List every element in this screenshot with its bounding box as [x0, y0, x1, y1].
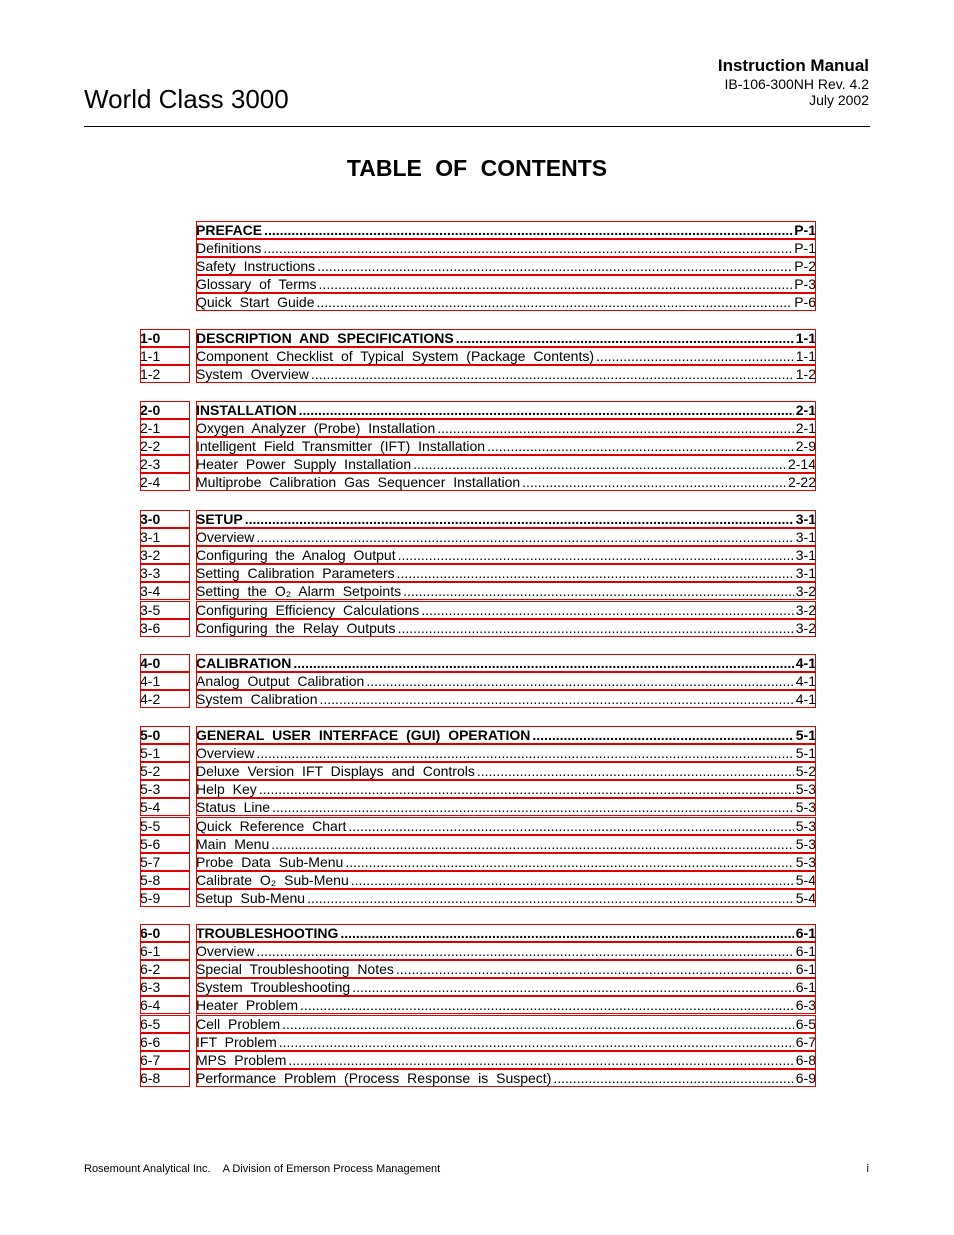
dot-leader	[366, 672, 793, 690]
toc-entry[interactable]	[140, 1015, 816, 1033]
toc-section[interactable]	[140, 221, 816, 239]
toc-entry[interactable]	[140, 257, 816, 275]
toc-label: Intelligent Field Transmitter (IFT) Installation	[196, 438, 486, 455]
toc-entry[interactable]	[140, 835, 816, 853]
toc-section[interactable]	[140, 924, 816, 942]
toc-page: 5-4	[795, 889, 816, 906]
toc-entry[interactable]	[140, 528, 816, 546]
toc-link[interactable]	[196, 996, 816, 1014]
dot-leader	[477, 762, 794, 780]
toc-link[interactable]	[196, 1051, 816, 1069]
toc-link[interactable]	[196, 275, 816, 293]
toc-link[interactable]	[196, 347, 816, 365]
toc-page: 4-1	[795, 691, 816, 708]
toc-page: 5-3	[795, 853, 816, 870]
toc-number[interactable]	[140, 239, 190, 257]
toc-page: 4-1	[795, 673, 816, 690]
toc-link[interactable]	[196, 1015, 816, 1033]
toc-entry[interactable]	[140, 942, 816, 960]
toc-label: Main Menu	[196, 835, 270, 852]
toc-label: Special Troubleshooting Notes	[196, 961, 394, 978]
toc-entry[interactable]	[140, 798, 816, 816]
toc-link[interactable]	[196, 924, 816, 942]
toc-entry[interactable]	[140, 619, 816, 637]
dot-leader	[317, 257, 792, 275]
toc-entry[interactable]	[140, 978, 816, 996]
dot-leader	[437, 419, 794, 437]
toc-label: CALIBRATION	[196, 655, 292, 671]
toc-entry[interactable]	[140, 889, 816, 907]
dot-leader	[282, 1015, 794, 1033]
toc-entry[interactable]	[140, 365, 816, 383]
toc-page: 3-2	[795, 583, 816, 600]
toc-label: Performance Problem (Process Response is Suspect)	[196, 1069, 552, 1086]
toc-link[interactable]	[196, 871, 816, 889]
toc-page: 5-3	[795, 781, 816, 798]
toc-entry[interactable]	[140, 780, 816, 798]
toc-entry[interactable]	[140, 564, 816, 582]
toc-number[interactable]	[140, 257, 190, 275]
toc-link[interactable]	[196, 690, 816, 708]
toc-entry[interactable]	[140, 239, 816, 257]
toc-page: 6-9	[795, 1069, 816, 1086]
page-number: i	[866, 1163, 869, 1175]
dot-leader	[300, 996, 794, 1014]
toc-link[interactable]	[196, 889, 816, 907]
toc-label: Status Line	[196, 799, 271, 816]
doc-number: IB-106-300NH Rev. 4.2	[724, 76, 869, 92]
toc-number[interactable]: 5-5	[140, 817, 190, 835]
toc-number[interactable]: 4-2	[140, 690, 190, 708]
footer-company: Rosemount Analytical Inc.	[84, 1163, 211, 1175]
toc-label: Overview	[196, 745, 255, 762]
toc-number[interactable]: 1-0	[140, 329, 190, 347]
toc-entry[interactable]	[140, 1069, 816, 1087]
toc-number[interactable]: 4-1	[140, 672, 190, 690]
toc-page: 6-1	[795, 943, 816, 960]
toc-number[interactable]: 2-2	[140, 437, 190, 455]
toc-entry[interactable]	[140, 275, 816, 293]
dot-leader	[352, 978, 794, 996]
dot-leader	[320, 690, 794, 708]
toc-page: 5-3	[795, 799, 816, 816]
toc-page: 5-1	[795, 745, 816, 762]
toc-label: SETUP	[196, 511, 243, 527]
dot-leader	[397, 564, 794, 582]
dot-leader	[351, 871, 794, 889]
toc-link[interactable]	[196, 817, 816, 835]
toc-number[interactable]: 6-2	[140, 960, 190, 978]
toc-link[interactable]	[196, 762, 816, 780]
toc-number[interactable]: 3-6	[140, 619, 190, 637]
toc-number[interactable]: 3-2	[140, 546, 190, 564]
toc-page: 2-1	[795, 402, 816, 418]
dot-leader	[272, 798, 794, 816]
toc-link[interactable]	[196, 726, 816, 744]
toc-entry[interactable]	[140, 455, 816, 473]
toc-page: 1-1	[795, 330, 816, 346]
dot-leader	[398, 546, 794, 564]
toc-page: 5-3	[795, 835, 816, 852]
toc-link[interactable]	[196, 960, 816, 978]
dot-leader	[279, 1033, 794, 1051]
toc-label: Heater Problem	[196, 997, 299, 1014]
toc-link[interactable]	[196, 582, 816, 600]
toc-page: P-3	[794, 276, 816, 293]
toc-page: 6-1	[795, 961, 816, 978]
toc-link[interactable]	[196, 401, 816, 419]
toc-number[interactable]: 1-2	[140, 365, 190, 383]
toc-entry[interactable]	[140, 419, 816, 437]
toc-label: Cell Problem	[196, 1015, 281, 1032]
toc-label: Glossary of Terms	[196, 276, 317, 293]
toc-link[interactable]	[196, 601, 816, 619]
toc-link[interactable]	[196, 564, 816, 582]
toc-label: Definitions	[196, 240, 262, 257]
dot-leader	[596, 347, 794, 365]
dot-leader	[319, 275, 793, 293]
toc-page: 3-2	[795, 601, 816, 618]
toc-link[interactable]	[196, 1069, 816, 1087]
toc-number[interactable]: 3-4	[140, 582, 190, 600]
toc-label: System Calibration	[196, 691, 318, 708]
dot-leader	[293, 654, 793, 672]
footer	[84, 1163, 440, 1175]
toc-label: Deluxe Version IFT Displays and Controls	[196, 763, 475, 780]
dot-leader	[348, 817, 793, 835]
toc-link[interactable]	[196, 239, 816, 257]
toc-link[interactable]	[196, 329, 816, 347]
product-name: World Class 3000	[84, 84, 289, 114]
toc-page: 6-8	[795, 1051, 816, 1068]
toc-label: PREFACE	[196, 222, 263, 238]
dot-leader	[553, 1069, 793, 1087]
toc-section[interactable]	[140, 510, 816, 528]
toc-entry[interactable]	[140, 960, 816, 978]
toc-label: Configuring the Analog Output	[196, 547, 396, 564]
toc-page: 6-7	[795, 1033, 816, 1050]
dot-leader	[403, 582, 794, 600]
toc-page: 6-3	[795, 997, 816, 1014]
toc-label: Analog Output Calibration	[196, 673, 365, 690]
toc-label: Oxygen Analyzer (Probe) Installation	[196, 420, 436, 437]
toc-number[interactable]: 6-0	[140, 924, 190, 942]
toc-entry[interactable]	[140, 762, 816, 780]
toc-entry[interactable]	[140, 601, 816, 619]
toc-link[interactable]	[196, 835, 816, 853]
toc-entry[interactable]	[140, 690, 816, 708]
toc-page: 3-1	[795, 565, 816, 582]
toc-page: P-2	[794, 258, 816, 275]
toc-label: TROUBLESHOOTING	[196, 925, 339, 941]
toc-link[interactable]	[196, 293, 816, 311]
toc-label: DESCRIPTION AND SPECIFICATIONS	[196, 330, 454, 346]
toc-label: Quick Reference Chart	[196, 817, 347, 834]
toc-number[interactable]: 5-7	[140, 853, 190, 871]
toc-number[interactable]: 4-0	[140, 654, 190, 672]
toc-link[interactable]	[196, 654, 816, 672]
page-title: TABLE OF CONTENTS	[346, 155, 608, 181]
toc-number[interactable]: 5-9	[140, 889, 190, 907]
toc-label: System Troubleshooting	[196, 979, 351, 996]
toc-entry[interactable]	[140, 437, 816, 455]
dot-leader	[317, 293, 793, 311]
dot-leader	[311, 365, 794, 383]
toc-section[interactable]	[140, 401, 816, 419]
toc-link[interactable]	[196, 672, 816, 690]
toc-number[interactable]: 5-2	[140, 762, 190, 780]
dot-leader	[345, 853, 793, 871]
toc-link[interactable]	[196, 942, 816, 960]
toc-page: 2-22	[787, 474, 816, 491]
toc-number[interactable]: 2-3	[140, 455, 190, 473]
toc-page: 3-1	[795, 547, 816, 564]
toc-label: Heater Power Supply Installation	[196, 456, 412, 473]
toc-label: MPS Problem	[196, 1051, 287, 1068]
toc-label: Help Key	[196, 781, 257, 798]
toc-link[interactable]	[196, 221, 816, 239]
toc-section[interactable]	[140, 654, 816, 672]
toc-label: Calibrate O₂ Sub-Menu	[196, 871, 349, 888]
toc-link[interactable]	[196, 419, 816, 437]
dot-leader	[413, 455, 786, 473]
toc-number[interactable]: 1-1	[140, 347, 190, 365]
toc-page: 5-3	[795, 817, 816, 834]
dot-leader	[307, 889, 794, 907]
toc-page: 3-2	[795, 619, 816, 636]
dot-leader	[421, 601, 793, 619]
toc-number[interactable]: 3-3	[140, 564, 190, 582]
toc-number[interactable]: 2-1	[140, 419, 190, 437]
toc-number[interactable]: 5-6	[140, 835, 190, 853]
doc-date: July 2002	[809, 92, 869, 108]
toc-number[interactable]: 5-3	[140, 780, 190, 798]
toc-number[interactable]: 6-4	[140, 996, 190, 1014]
toc-page: 2-9	[795, 438, 816, 455]
toc-page: P-1	[794, 222, 816, 238]
toc-entry[interactable]	[140, 672, 816, 690]
toc-label: Probe Data Sub-Menu	[196, 853, 344, 870]
toc-link[interactable]	[196, 365, 816, 383]
toc-link[interactable]	[196, 619, 816, 637]
toc-label: Setting the O₂ Alarm Setpoints	[196, 583, 402, 600]
toc-label: Setup Sub-Menu	[196, 889, 306, 906]
toc-link[interactable]	[196, 798, 816, 816]
toc-link[interactable]	[196, 528, 816, 546]
dot-leader	[532, 726, 793, 744]
toc-number[interactable]: 6-3	[140, 978, 190, 996]
toc-page: P-1	[794, 240, 816, 257]
toc-section[interactable]	[140, 329, 816, 347]
toc-entry[interactable]	[140, 347, 816, 365]
doc-title: Instruction Manual	[717, 56, 869, 75]
toc-entry[interactable]	[140, 853, 816, 871]
dot-leader	[299, 401, 794, 419]
toc-entry[interactable]	[140, 293, 816, 311]
toc-label: IFT Problem	[196, 1033, 277, 1050]
toc-page: 5-1	[795, 727, 816, 743]
toc-link[interactable]	[196, 510, 816, 528]
toc-link[interactable]	[196, 978, 816, 996]
toc-page: 4-1	[795, 655, 816, 671]
toc-number[interactable]: 3-5	[140, 601, 190, 619]
toc-entry[interactable]	[140, 1033, 816, 1051]
toc-entry[interactable]	[140, 1051, 816, 1069]
toc-number[interactable]	[140, 221, 190, 239]
toc-number[interactable]: 3-1	[140, 528, 190, 546]
toc-label: Quick Start Guide	[196, 294, 315, 311]
toc-label: Configuring Efficiency Calculations	[196, 601, 420, 618]
dot-leader	[288, 1051, 793, 1069]
dot-leader	[256, 528, 793, 546]
toc-page: 6-1	[795, 925, 816, 941]
toc-link[interactable]	[196, 744, 816, 762]
toc-page: 3-1	[795, 529, 816, 546]
toc-label: Overview	[196, 943, 255, 960]
toc-label: System Overview	[196, 366, 309, 383]
dot-leader	[271, 835, 794, 853]
toc-link[interactable]	[196, 455, 816, 473]
toc-number[interactable]	[140, 293, 190, 311]
toc-label: GENERAL USER INTERFACE (GUI) OPERATION	[196, 727, 531, 743]
toc-link[interactable]	[196, 257, 816, 275]
dot-leader	[340, 924, 793, 942]
toc-page: 6-5	[795, 1015, 816, 1032]
dot-leader	[396, 960, 794, 978]
toc-number[interactable]: 5-4	[140, 798, 190, 816]
toc-entry[interactable]	[140, 871, 816, 889]
dot-leader	[245, 510, 794, 528]
footer-division: A Division of Emerson Process Management	[222, 1163, 441, 1175]
dot-leader	[264, 221, 792, 239]
toc-number[interactable]: 6-7	[140, 1051, 190, 1069]
dot-leader	[487, 437, 794, 455]
toc-section[interactable]	[140, 726, 816, 744]
toc-number[interactable]: 6-8	[140, 1069, 190, 1087]
toc-page: 5-2	[795, 763, 816, 780]
toc-link[interactable]	[196, 437, 816, 455]
toc-number[interactable]: 5-1	[140, 744, 190, 762]
toc-label: Component Checklist of Typical System (Package Contents)	[196, 348, 595, 365]
toc-number[interactable]: 5-8	[140, 871, 190, 889]
dot-leader	[522, 473, 786, 491]
dot-leader	[256, 942, 793, 960]
toc-number[interactable]: 2-4	[140, 473, 190, 491]
toc-page: P-6	[794, 294, 816, 311]
dot-leader	[259, 780, 794, 798]
toc-number[interactable]: 6-6	[140, 1033, 190, 1051]
toc-number[interactable]: 6-5	[140, 1015, 190, 1033]
toc-entry[interactable]	[140, 546, 816, 564]
toc-label: INSTALLATION	[196, 402, 297, 418]
toc-page: 1-2	[795, 366, 816, 383]
toc-link[interactable]	[196, 473, 816, 491]
toc-label: Safety Instructions	[196, 258, 316, 275]
toc-link[interactable]	[196, 1033, 816, 1051]
toc-page: 2-14	[787, 456, 816, 473]
toc-label: Multiprobe Calibration Gas Sequencer Installation	[196, 474, 521, 491]
toc-link[interactable]	[196, 853, 816, 871]
toc-page: 3-1	[795, 511, 816, 527]
toc-entry[interactable]	[140, 582, 816, 600]
toc-link[interactable]	[196, 780, 816, 798]
toc-number[interactable]: 6-1	[140, 942, 190, 960]
toc-number[interactable]: 2-0	[140, 401, 190, 419]
dot-leader	[263, 239, 792, 257]
toc-label: Overview	[196, 529, 255, 546]
toc-page: 6-1	[795, 979, 816, 996]
toc-page: 2-1	[795, 420, 816, 437]
toc-number[interactable]: 5-0	[140, 726, 190, 744]
dot-leader	[456, 329, 794, 347]
toc-number[interactable]	[140, 275, 190, 293]
dot-leader	[398, 619, 794, 637]
toc-label: Configuring the Relay Outputs	[196, 619, 396, 636]
toc-link[interactable]	[196, 546, 816, 564]
dot-leader	[256, 744, 793, 762]
toc-label: Setting Calibration Parameters	[196, 565, 395, 582]
toc-entry[interactable]	[140, 744, 816, 762]
toc-page: 1-1	[795, 348, 816, 365]
toc-entry[interactable]	[140, 473, 816, 491]
toc-entry[interactable]	[140, 996, 816, 1014]
toc-page: 5-4	[795, 871, 816, 888]
toc-number[interactable]: 3-0	[140, 510, 190, 528]
toc-entry[interactable]	[140, 817, 816, 835]
